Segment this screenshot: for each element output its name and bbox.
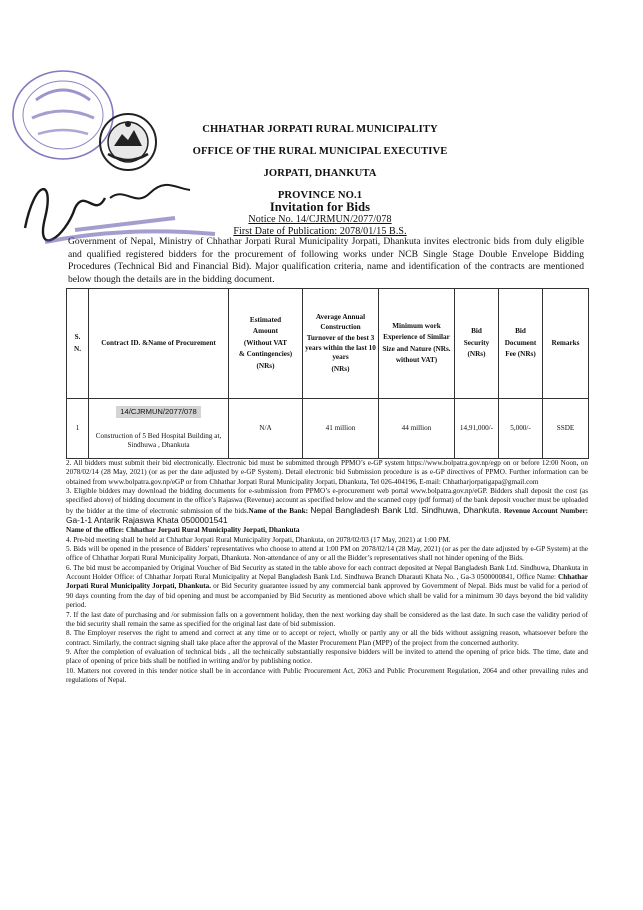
point-7: 7. If the last date of purchasing and /or submission falls on a government holiday, then the next working day shall be considered as the last date. In such case the validity period of the bid security shall remain the same as specified for the original last date of bid submission.	[66, 610, 588, 628]
cell-contract	[89, 399, 229, 459]
publication-date: First Date of Publication: 2078/01/15 B.S.	[233, 226, 407, 237]
header-remarks: Remarks	[543, 289, 589, 399]
table-header-row	[67, 289, 589, 399]
bank-name: Nepal Bangladesh Bank Ltd. Sindhuwa, Dhankuta.	[310, 504, 502, 515]
bank-label: Name of the Bank:	[248, 506, 308, 515]
cell-turnover: 41 million	[303, 399, 379, 459]
intro-paragraph: Government of Nepal, Ministry of Chhathar Jorpati Rural Municipality Jorpati, Dhankuta invites electronic bids from duly eligible and qualified registered bidders for the procurement of following works under NCB Single Stage Double Envelope Bidding Procedures (Technical Bid and Financial Bid). Major qualification criteria, name and identification of the contracts are mentioned below though the details are in the bidding document.	[68, 236, 584, 285]
header-experience: Minimum work Experience of Similar Size and Nature (NRs. without VAT)	[379, 289, 455, 399]
cell-sn: 1	[67, 399, 89, 459]
header-bid-security: Bid Security (NRs)	[455, 289, 499, 399]
account-number: Ga-1-1 Antarik Rajaswa Khata 0500001541	[66, 515, 228, 526]
notice-number: Notice No. 14/CJRMUN/2077/078	[248, 214, 392, 225]
municipality-name: CHHATHAR JORPATI RURAL MUNICIPALITY	[202, 124, 438, 135]
province-heading: PROVINCE NO.1	[277, 190, 363, 201]
account-label: Revenue Account Number:	[503, 506, 589, 515]
office-name: OFFICE OF THE RURAL MUNICIPAL EXECUTIVE	[192, 146, 448, 157]
header-document-fee: Bid Document Fee (NRs)	[499, 289, 543, 399]
point-6: 6. The bid must be accompanied by Original Voucher of Bid Security as stated in the table above for each contract deposited at Nepal Bangladesh Bank Ltd. Sindhuwa, Dhankuta in Account Holder Office: of Chhathar Jorpati Rural Municipality at Nepal Bangladesh Bank Ltd. Sindhuwa Branch Dharauti Khata No. , Ga-3 0500000841, Office Name: Chhathar Jorpati Rural Municipality Jorpati, Dhankuta. or Bid Security guarantee issued by any commercial bank approved by Government of Nepal. Bids must be valid for a period of 90 days counting from the day of bid opening and must be accompanied by Bid Security as mentioned above which shall be valid for a minimum 30 days beyond the bid validity period.	[66, 563, 589, 610]
cell-experience: 44 million	[379, 399, 455, 459]
table-row	[67, 399, 589, 459]
header-estimated-amount: Estimated Amount (Without VAT & Contingencies) (NRs)	[229, 289, 303, 399]
header-contract: Contract ID. &Name of Procurement	[89, 289, 229, 399]
point-4: 4. Pre-bid meeting shall be held at Chhathar Jorpati Rural Municipality Jorpati, Dhankuta, on 2078/02/03 (17 May, 2021) at 1:00 PM.	[66, 535, 451, 544]
office-location: JORPATI, DHANKUTA	[263, 168, 377, 179]
point-2: 2. All bidders must submit their bid electronically. Electronic bid must be submitted through PPMO’s e-GP system https://www.bolpatra.gov.np/egp on or before 12:00 Noon, on 2078/02/14 (28 May, 2021) (or as per the date adjusted by e-GP System). Detail electronic bid Submission procedure is as e-GP directives of PPMO. Further information can be obtained from www.bolpatra.gov.np/eGP or from Chhathar Jorpati Rural Municipality Jorpati, Dhankuta, Tel 026-404196, E-mail: Chhatharjorpatigapa@gmail.com	[66, 459, 588, 486]
cell-amount: N/A	[229, 399, 303, 459]
cell-remarks: SSDE	[543, 399, 589, 459]
point-8: 8. The Employer reserves the right to amend and correct at any time or to accept or reject, wholly or partly any or all the bids without assigning reason, whatsoever before the contract. Similarly, the contract signing shall take place after the approval of the Master Procurement Plan (MPP) of the project from the concerned authority.	[66, 629, 588, 647]
point-3: 3. Eligible bidders may download the bidding documents for e-submission from PPMO’s e-procurement web portal www.bolpatra.gov.np/eGP. Bidders shall deposit the cost (as specified above) of bidding document in the office’s Rajaswa (Revenue) account as specified below and the scanned copy (pdf format) of the bank deposit voucher must be uploaded by the bidder at the time of electronic submission of the bids.Name of the Bank: Nepal Bangladesh Bank Ltd. Sindhuwa, Dhankuta. Revenue Account Number: Ga-1-1 Antarik Rajaswa Khata 0500001541	[66, 487, 589, 526]
office-name-line: Name of the office: Chhathar Jorpati Rural Municipality Jorpati, Dhankuta	[66, 526, 300, 535]
contract-id: 14/CJRMUN/2077/078	[116, 406, 200, 418]
notice-body	[66, 459, 588, 685]
point-10: 10. Matters not covered in this tender notice shall be in accordance with Public Procurement Act, 2063 and Public Procurement Regulation, 2064 and other prevailing rules and regulations of Nepal.	[66, 666, 588, 684]
nepal-emblem-logo	[96, 110, 160, 174]
header-turnover: Average Annual Construction Turnover of the best 3 years within the last 10 years (NRs)	[303, 289, 379, 399]
document-title: Invitation for Bids	[269, 200, 371, 214]
point-9: 9. After the completion of evaluation of technical bids , all the technically substantially responsive bidders will be invited to attend the opening of price bids. The time, date and place of opening of price bids shall be notified in writing and/or by publishing notice.	[66, 647, 588, 666]
cell-fee: 5,000/-	[499, 399, 543, 459]
cell-security: 14,91,000/-	[455, 399, 499, 459]
bids-table	[66, 288, 589, 459]
point-5: 5. Bids will be opened in the presence of Bidders' representatives who choose to attend at 1:00 PM on 2078/02/14 (28 May, 2021) (or as per the date adjusted by e-GP System) at the office of Chhathar Jorpati Rural Municipality Jorpati, Dhankuta. Non-attendance of any or all the Bidder’s representatives shall not hinder opening of the Bids.	[66, 545, 588, 563]
header-sn: S. N.	[67, 289, 89, 399]
procurement-name: Construction of 5 Bed Hospital Building at, Sindhuwa , Dhankuta	[95, 431, 222, 450]
